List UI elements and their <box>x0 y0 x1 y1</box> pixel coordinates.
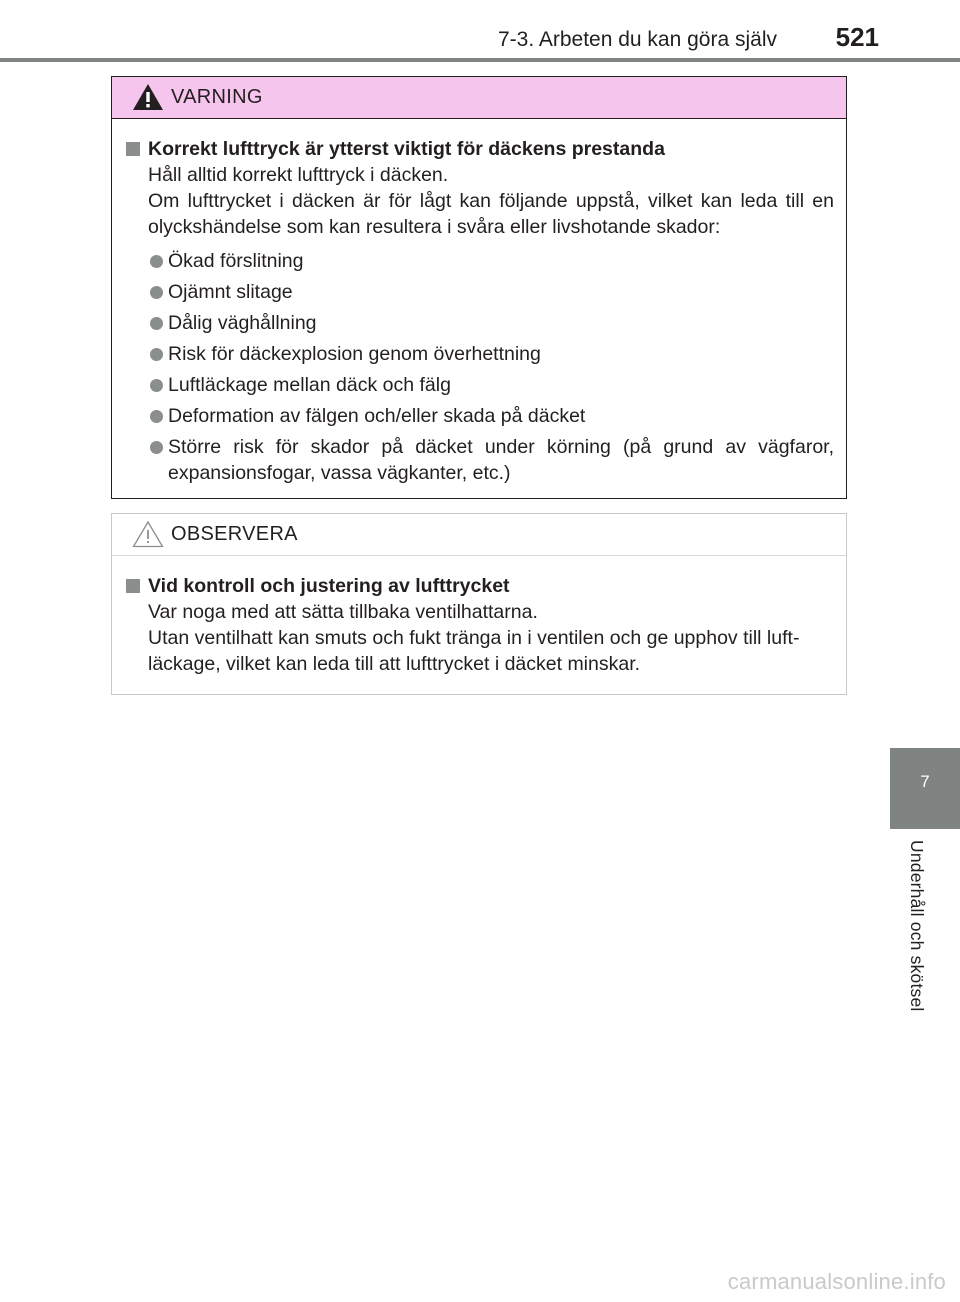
round-bullet-icon <box>150 348 163 361</box>
chapter-title: Underhåll och skötsel <box>907 840 927 1012</box>
warning-box-header <box>112 77 846 119</box>
notice-body <box>112 556 846 677</box>
round-bullet-icon <box>150 317 163 330</box>
round-bullet-icon <box>150 286 163 299</box>
list-item <box>124 279 834 305</box>
chapter-number: 7 <box>920 772 930 791</box>
list-item-text: Luftläckage mellan däck och fälg <box>168 374 451 396</box>
warning-paragraph: Håll alltid korrekt lufttryck i däcken. <box>148 164 449 186</box>
list-item-text: Risk för däckexplosion genom överhettning <box>168 343 541 365</box>
list-item-text: Större risk för skador på däcket under körning (på grund av vägfaror, expansionsfogar, vassa vägkanter, etc.) <box>168 436 834 484</box>
list-item <box>124 434 834 486</box>
notice-heading-text: Vid kontroll och justering av lufttrycket <box>148 575 510 597</box>
list-item <box>124 341 834 367</box>
list-item-text: Deformation av fälgen och/eller skada på däcket <box>168 405 586 427</box>
round-bullet-icon <box>150 441 163 454</box>
page-number: 521 <box>835 22 879 52</box>
notice-box-header <box>112 514 846 556</box>
section-title: 7-3. Arbeten du kan göra själv <box>497 28 777 51</box>
notice-heading <box>124 573 834 599</box>
round-bullet-icon <box>150 255 163 268</box>
list-item <box>124 372 834 398</box>
chapter-tab <box>890 748 960 829</box>
list-item-text: Ökad förslitning <box>168 250 304 272</box>
warning-body <box>112 119 846 486</box>
list-item-text: Ojämnt slitage <box>168 281 293 303</box>
warning-triangle-icon <box>132 83 164 111</box>
notice-label: OBSERVERA <box>171 523 298 545</box>
notice-box <box>111 513 847 695</box>
round-bullet-icon <box>150 379 163 392</box>
warning-heading-text: Korrekt lufttryck är ytterst viktigt för däckens prestanda <box>148 138 665 160</box>
square-bullet-icon <box>126 579 140 593</box>
warning-bullet-list <box>124 248 834 486</box>
notice-paragraph: Var noga med att sätta tillbaka ventilhattarna. <box>148 601 538 623</box>
list-item-text: Dålig väghållning <box>168 312 317 334</box>
watermark: carmanualsonline.info <box>727 1269 946 1294</box>
warning-paragraph: Om lufttrycket i däcken är för lågt kan följande uppstå, vilket kan leda till en olyckshändelse som kan resultera i svåra eller livshotande skador: <box>148 190 834 238</box>
list-item <box>124 403 834 429</box>
round-bullet-icon <box>150 410 163 423</box>
square-bullet-icon <box>126 142 140 156</box>
list-item <box>124 310 834 336</box>
caution-triangle-outline-icon <box>132 520 164 548</box>
warning-heading <box>124 136 834 162</box>
page-header <box>0 0 960 64</box>
notice-paragraph: Utan ventilhatt kan smuts och fukt tränga in i ventilen och ge upphov till luft-läckage, vilket kan leda till att lufttrycket i däcket minskar. <box>148 627 800 675</box>
warning-label: VARNING <box>171 86 263 108</box>
list-item <box>124 248 834 274</box>
header-rule <box>0 58 960 62</box>
warning-box <box>111 76 847 499</box>
